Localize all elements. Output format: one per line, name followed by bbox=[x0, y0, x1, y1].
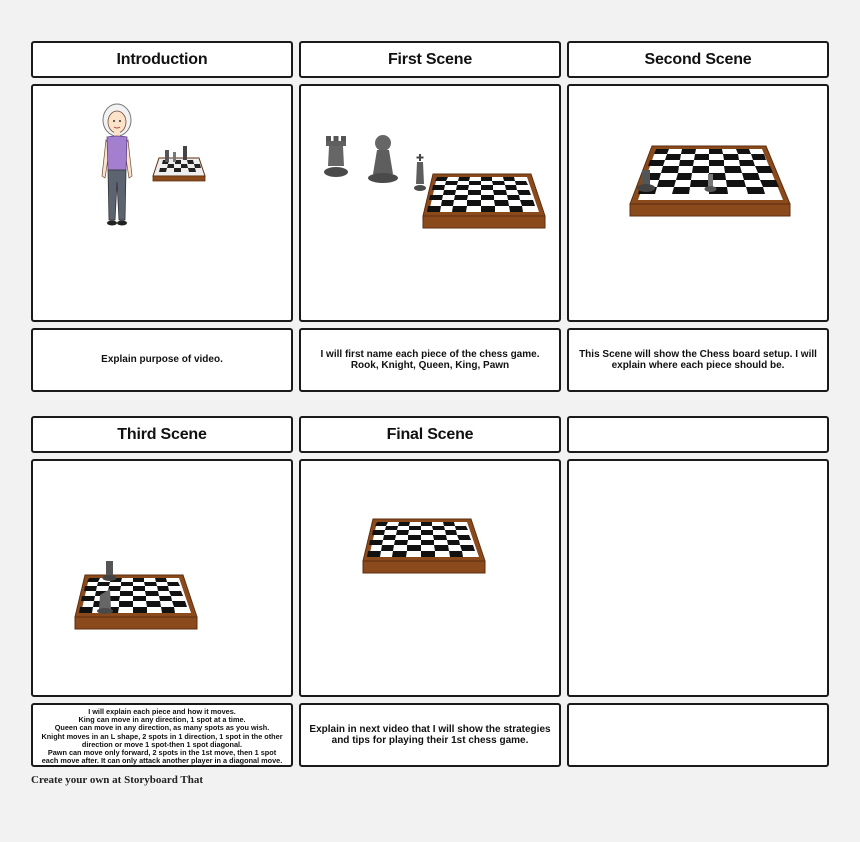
description-line: Knight moves in an L shape, 2 spots in 1 direction, 1 spot in the other direction or move 1 spot-then 1 spot diagonal. bbox=[41, 731, 283, 749]
description-line: I will explain each piece and how it moves. bbox=[88, 707, 236, 716]
description-introduction: Explain purpose of video. bbox=[31, 328, 293, 392]
title-second-scene: Second Scene bbox=[567, 41, 829, 78]
description-first-scene: I will first name each piece of the chess game. Rook, Knight, Queen, King, Pawn bbox=[299, 328, 561, 392]
description-empty bbox=[567, 703, 829, 767]
scene-final bbox=[299, 459, 561, 697]
description-line: King can move in any direction, 1 spot at a time. bbox=[78, 715, 246, 725]
chess-board-final-illustration bbox=[359, 517, 489, 577]
title-first-scene: First Scene bbox=[299, 41, 561, 78]
title-empty bbox=[567, 416, 829, 453]
rook-piece-icon bbox=[323, 136, 349, 178]
description-line: Pawn can move only forward, 2 spots in the 1st move, then 1 spot each move after. It can only attack another player in a diagonal move. bbox=[41, 747, 283, 766]
description-third-scene bbox=[31, 703, 293, 767]
scene-introduction bbox=[31, 84, 293, 322]
description-second-scene: This Scene will show the Chess board setup. I will explain where each piece should be. bbox=[567, 328, 829, 392]
title-third-scene: Third Scene bbox=[31, 416, 293, 453]
chess-board-moves-illustration bbox=[71, 559, 201, 633]
title-introduction: Introduction bbox=[31, 41, 293, 78]
title-final-scene: Final Scene bbox=[299, 416, 561, 453]
chess-board-setup-illustration bbox=[626, 144, 796, 220]
chess-board-illustration bbox=[419, 172, 549, 232]
woman-character-illustration bbox=[93, 102, 153, 232]
storyboard-footer-link[interactable]: Create your own at Storyboard That bbox=[31, 774, 204, 786]
scene-empty bbox=[567, 459, 829, 697]
description-line: Queen can move in any direction, as many spots as you wish. bbox=[54, 723, 270, 733]
pawn-piece-icon bbox=[367, 134, 399, 184]
description-final-scene: Explain in next video that I will show the strategies and tips for playing their 1st chess game. bbox=[299, 703, 561, 767]
description-line bbox=[39, 765, 285, 767]
scene-first bbox=[299, 84, 561, 322]
scene-third bbox=[31, 459, 293, 697]
small-chess-board-illustration bbox=[151, 150, 207, 184]
scene-second bbox=[567, 84, 829, 322]
